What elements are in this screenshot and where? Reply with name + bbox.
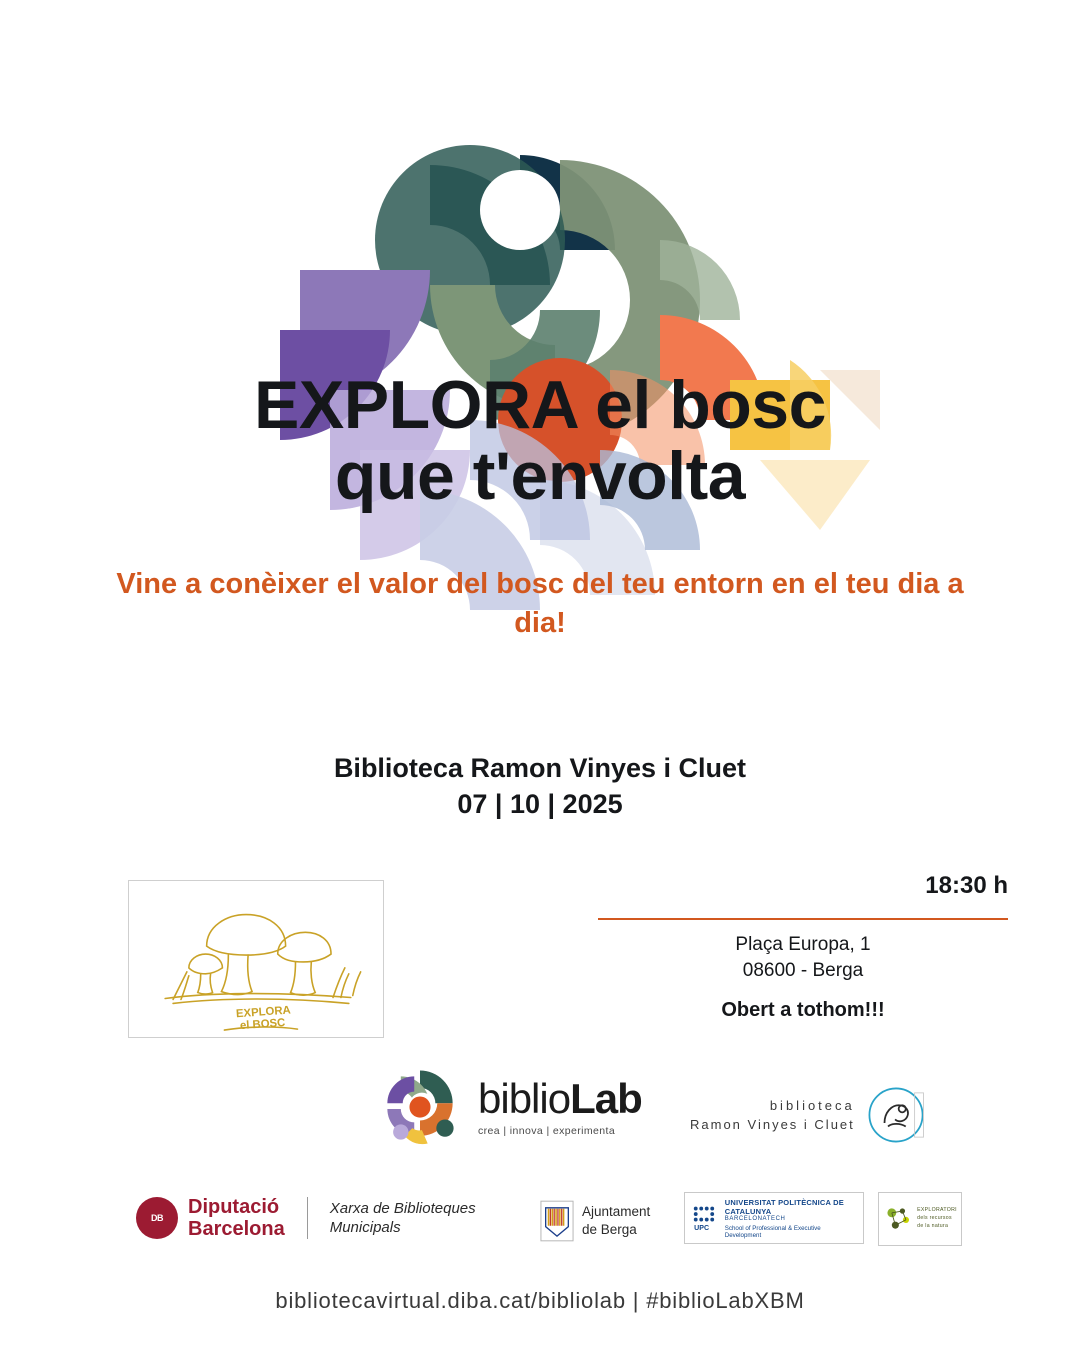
orange-divider	[598, 918, 1008, 920]
ajuntament-berga-logo	[540, 1200, 650, 1242]
poster-subtitle: Vine a conèixer el valor del bosc del teu entorn en el teu dia a dia!	[116, 568, 964, 640]
event-time: 18:30 h	[925, 872, 1008, 899]
diputacio-line-2: Barcelona	[188, 1218, 285, 1241]
mushroom-illustration-card	[128, 880, 384, 1038]
diputacio-line-1: Diputació	[188, 1196, 280, 1218]
open-to-all-note: Obert a tothom!!!	[721, 999, 885, 1022]
diputacio-barcelona-logo	[136, 1196, 476, 1241]
poster-title	[0, 367, 1080, 515]
exploratori-line-3: de la natura	[917, 1222, 949, 1229]
illustration-caption-1: EXPLORA	[235, 1004, 292, 1021]
diputacio-divider	[307, 1197, 308, 1239]
upc-line-3: School of Professional & Executive Development	[724, 1224, 821, 1239]
upc-line-2: BARCELONATECH	[724, 1215, 786, 1222]
berga-shield-icon	[540, 1200, 574, 1242]
upc-mark-icon	[691, 1201, 718, 1235]
venue-date-block	[0, 750, 1080, 823]
exploratori-logo	[878, 1192, 962, 1246]
bibliolab-wordmark	[478, 1075, 642, 1122]
library-logo-line-2: Ramon Vinyes i Cluet	[690, 1117, 855, 1132]
upc-line-1: UNIVERSITAT POLITÈCNICA DE CATALUNYA	[724, 1197, 844, 1216]
mushroom-icon	[129, 881, 383, 1037]
abstract-hero-artwork	[0, 60, 1080, 620]
ajuntament-line-2: de Berga	[582, 1222, 637, 1237]
bibliolab-word-bold: Lab	[570, 1075, 642, 1122]
bibliolab-tagline: crea | innova | experimenta	[478, 1125, 616, 1137]
title-line-2: que t'envolta	[334, 438, 746, 515]
diputacio-seal-icon: DB	[136, 1197, 178, 1239]
sponsor-logo-row	[0, 1196, 1080, 1266]
xarxa-line-2: Municipals	[329, 1219, 401, 1237]
bibliolab-mark-icon	[372, 1064, 468, 1152]
illustration-caption-2: el BOSC	[239, 1016, 286, 1033]
event-date: 07 | 10 | 2025	[457, 789, 623, 820]
exploratori-mark-icon	[883, 1204, 913, 1234]
bibliolab-word-light: biblio	[478, 1075, 571, 1122]
xarxa-line-1: Xarxa de Biblioteques	[329, 1199, 476, 1217]
ajuntament-line-1: Ajuntament	[582, 1204, 651, 1220]
exploratori-line-1: EXPLORATORI	[917, 1207, 957, 1214]
library-logo-line-1: biblioteca	[769, 1097, 855, 1113]
address-line-2: 08600 - Berga	[742, 959, 864, 981]
title-line-1: EXPLORA el bosc	[254, 367, 826, 443]
upc-logo	[684, 1192, 864, 1244]
exploratori-line-2: dels recursos	[917, 1215, 952, 1222]
svg-text:UPC: UPC	[694, 1224, 710, 1232]
library-logo	[690, 1075, 940, 1155]
venue-name: Biblioteca Ramon Vinyes i Cluet	[333, 753, 747, 783]
footer-url: bibliotecavirtual.diba.cat/bibliolab | #biblioLabXBM	[275, 1288, 805, 1313]
event-info-column	[598, 872, 1008, 1022]
address-line-1: Plaça Europa, 1	[735, 934, 871, 955]
library-emblem-icon	[865, 1084, 927, 1146]
bibliolab-logo	[372, 1060, 672, 1155]
